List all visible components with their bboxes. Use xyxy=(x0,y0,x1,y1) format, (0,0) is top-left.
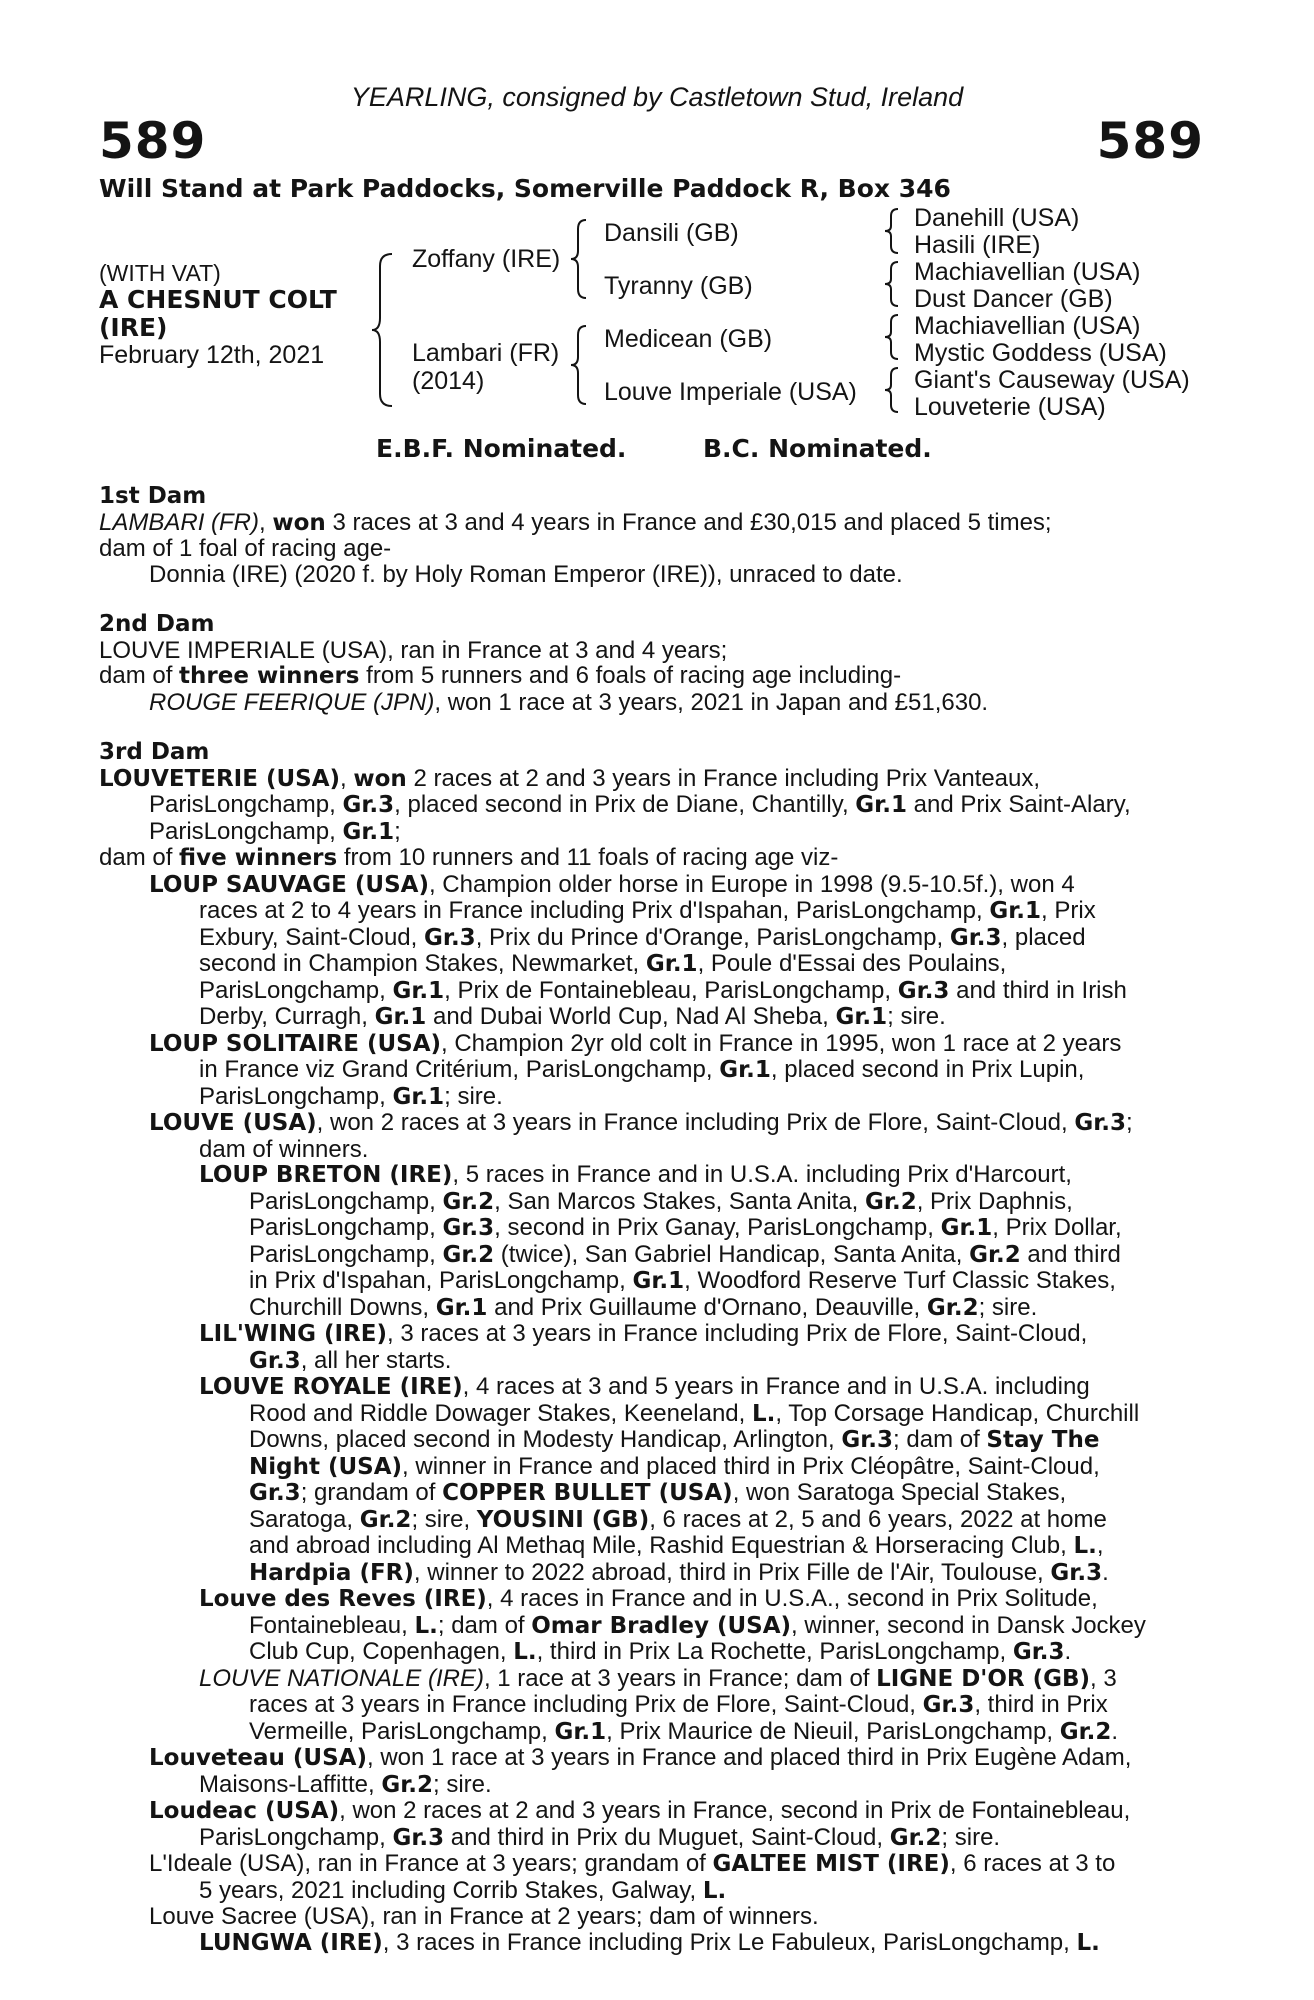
first-dam-section: 1st Dam LAMBARI (FR), won 3 races at 3 and 4 years in France and £30,015 and placed 5 times; dam of 1 foal of racing age- Donnia (IRE) (2020 f. by Holy Roman Emperor (IRE)), unraced to date. xyxy=(99,484,1205,587)
entry-loup-breton: LOUP BRETON (IRE), 5 races in France and in U.S.A. including Prix d'Harcourt, ParisLongchamp, Gr.2, San Marcos Stakes, Santa Anita, Gr.2, Prix Daphnis, ParisLongchamp, Gr.3, second in Prix Ganay, ParisLongchamp, Gr.1, Prix Dollar, ParisLongchamp, Gr.2 (twice), San Gabriel Handicap, Santa Anita, Gr.2 and third in Prix d'Ispahan, ParisLongchamp, Gr.1, Woodford Reserve Turf Classic Stakes, Churchill Downs, Gr.1 and Prix Guillaume d'Ornano, Deauville, Gr.2; sire. xyxy=(199,1161,1122,1321)
foaling-date: February 12th, 2021 xyxy=(99,341,325,369)
entry-name: LIL'WING (IRE) xyxy=(199,1321,387,1347)
sire-name: Zoffany (IRE) xyxy=(412,245,561,273)
entry-name: LOUVE NATIONALE (IRE) xyxy=(199,1664,484,1692)
first-dam-heading: 1st Dam xyxy=(99,483,207,509)
stand-location: Will Stand at Park Paddocks, Somerville Paddock R, Box 346 xyxy=(99,174,951,203)
ebf-nominated: E.B.F. Nominated. xyxy=(376,434,627,463)
first-dam-foal: Donnia (IRE) (2020 f. by Holy Roman Emperor (IRE)), unraced to date. xyxy=(149,560,903,588)
bc-nominated: B.C. Nominated. xyxy=(703,434,932,463)
pedigree-g3-7: Giant's Causeway (USA) xyxy=(914,366,1190,394)
entry-louve-nationale: LOUVE NATIONALE (IRE), 1 race at 3 years in France; dam of LIGNE D'OR (GB), 3 races at 3 years in France including Prix de Flore, Saint-Cloud, Gr.3, third in Prix Vermeille, ParisLongchamp, Gr.1, Prix Maurice de Nieuil, ParisLongchamp, Gr.2. xyxy=(199,1664,1119,1745)
entry-name: Louveteau (USA) xyxy=(149,1745,367,1771)
entry-loup-sauvage: LOUP SAUVAGE (USA), Champion older horse in Europe in 1998 (9.5-10.5f.), won 4 races at 2 to 4 years in France including Prix d'Ispahan, ParisLongchamp, Gr.1, Prix Exbury, Saint-Cloud, Gr.3, Prix du Prince d'Orange, ParisLongchamp, Gr.3, placed second in Champion Stakes, Newmarket, Gr.1, Poule d'Essai des Poulains, ParisLongchamp, Gr.1, Prix de Fontainebleau, ParisLongchamp, Gr.3 and third in Irish Derby, Curragh, Gr.1 and Dubai World Cup, Nad Al Sheba, Gr.1; sire. xyxy=(149,870,1127,1030)
entry-name: LOUP SAUVAGE (USA) xyxy=(149,871,429,898)
pedigree-brace-sire xyxy=(568,217,592,301)
third-dam-winners: five winners xyxy=(179,845,338,871)
second-dam-heading: 2nd Dam xyxy=(99,611,215,637)
entry-name: Loudeac (USA) xyxy=(149,1798,340,1824)
pedigree-brace-main xyxy=(370,250,400,410)
entry-louve: LOUVE (USA), won 2 races at 3 years in France including Prix de Flore, Saint-Cloud, Gr.3; dam of winners. xyxy=(149,1109,1133,1163)
entry-loup-solitaire: LOUP SOLITAIRE (USA), Champion 2yr old colt in France in 1995, won 1 race at 2 years in France viz Grand Critérium, ParisLongchamp, Gr.1, placed second in Prix Lupin, ParisLongchamp, Gr.1; sire. xyxy=(149,1029,1122,1110)
pedigree-brace-g2 xyxy=(882,259,904,309)
entry-louve-des-reves: Louve des Reves (IRE), 4 races in France and in U.S.A., second in Prix Solitude, Fontainebleau, L.; dam of Omar Bradley (USA), winner, second in Dansk Jockey Club Cup, Copenhagen, L., third in Prix La Rochette, ParisLongchamp, Gr.3. xyxy=(199,1585,1146,1665)
horse-name-line1: A CHESNUT COLT xyxy=(99,285,337,314)
vat-note: (WITH VAT) xyxy=(99,260,221,286)
entry-name: LOUP BRETON (IRE) xyxy=(199,1162,453,1188)
pedigree-g3-4: Dust Dancer (GB) xyxy=(914,285,1113,313)
pedigree-brace-g1 xyxy=(882,206,904,256)
third-dam-name: LOUVETERIE (USA) xyxy=(99,765,341,792)
first-dam-name: LAMBARI (FR) xyxy=(99,508,260,536)
second-dam-record: LOUVE IMPERIALE (USA), ran in France at 3 and 4 years; xyxy=(99,636,728,664)
entry-name: LOUVE ROYALE (IRE) xyxy=(199,1374,463,1400)
lot-number-left: 589 xyxy=(99,112,207,170)
consignment-line: YEARLING, consigned by Castletown Stud, Ireland xyxy=(350,82,964,112)
entry-louve-sacree: Louve Sacree (USA), ran in France at 2 years; dam of winners. xyxy=(149,1903,819,1930)
dam-year: (2014) xyxy=(412,367,485,395)
pedigree-g3-2: Hasili (IRE) xyxy=(914,231,1041,259)
dam-name: Lambari (FR) xyxy=(412,339,560,367)
second-dam-foal-name: ROUGE FEERIQUE (JPN) xyxy=(149,688,435,716)
pedigree-brace-g4 xyxy=(882,365,904,415)
entry-louve-royale: LOUVE ROYALE (IRE), 4 races at 3 and 5 years in France and in U.S.A. including Rood and Riddle Dowager Stakes, Keeneland, L., Top Corsage Handicap, Churchill Downs, placed second in Modesty Handicap, Arlington, Gr.3; dam of Stay The Night (USA), winner in France and placed third in Prix Cléopâtre, Saint-Cloud, Gr.3; grandam of COPPER BULLET (USA), won Saratoga Special Stakes, Saratoga, Gr.2; sire, YOUSINI (GB), 6 races at 2, 5 and 6 years, 2022 at home and abroad including Al Methaq Mile, Rashid Equestrian & Horseracing Club, L., Hardpia (FR), winner to 2022 abroad, third in Prix Fille de l'Air, Toulouse, Gr.3. xyxy=(199,1373,1140,1586)
entry-lil-wing: LIL'WING (IRE), 3 races at 3 years in France including Prix de Flore, Saint-Cloud, Gr.3, all her starts. xyxy=(199,1320,1088,1374)
second-dam-winners: three winners xyxy=(179,663,360,689)
first-dam-dam-of: dam of 1 foal of racing age- xyxy=(99,535,392,562)
entry-name: LOUVE (USA) xyxy=(149,1110,317,1136)
pedigree-g3-1: Danehill (USA) xyxy=(914,204,1080,232)
entry-name: LUNGWA (IRE) xyxy=(199,1929,383,1956)
dam-dam-name: Louve Imperiale (USA) xyxy=(604,378,857,406)
lot-number-right: 589 xyxy=(1096,112,1204,170)
sire-dam-name: Tyranny (GB) xyxy=(604,272,753,300)
dam-sire-name: Medicean (GB) xyxy=(604,325,773,353)
pedigree-g3-5: Machiavellian (USA) xyxy=(914,312,1141,340)
pedigree-brace-g3 xyxy=(882,312,904,362)
horse-name-line2: (IRE) xyxy=(99,313,168,342)
pedigree-brace-dam xyxy=(568,323,592,407)
second-dam-section: 2nd Dam LOUVE IMPERIALE (USA), ran in France at 3 and 4 years; dam of three winners from 5 runners and 6 foals of racing age including- ROUGE FEERIQUE (JPN), won 1 race at 3 years, 2021 in Japan and £51,630. xyxy=(99,612,1205,715)
entry-name: LOUP SOLITAIRE (USA) xyxy=(149,1030,442,1057)
entry-lungwa: LUNGWA (IRE), 3 races in France including Prix Le Fabuleux, ParisLongchamp, L. xyxy=(199,1928,1100,1956)
third-dam-heading: 3rd Dam xyxy=(99,739,210,765)
sire-sire-name: Dansili (GB) xyxy=(604,219,739,247)
first-dam-record: 3 races at 3 and 4 years in France and £30,015 and placed 5 times; xyxy=(325,508,1052,536)
entry-lideale: L'Ideale (USA), ran in France at 3 years; grandam of GALTEE MIST (IRE), 6 races at 3 to 5 years, 2021 including Corrib Stakes, Galway, L. xyxy=(149,1850,1116,1904)
pedigree-g3-3: Machiavellian (USA) xyxy=(914,258,1141,286)
entry-name: Louve des Reves (IRE) xyxy=(199,1586,487,1612)
pedigree-g3-8: Louveterie (USA) xyxy=(914,393,1106,421)
entry-louveteau: Louveteau (USA), won 1 race at 3 years in France and placed third in Prix Eugène Adam, Maisons-Laffitte, Gr.2; sire. xyxy=(149,1744,1132,1798)
pedigree-g3-6: Mystic Goddess (USA) xyxy=(914,339,1167,367)
entry-loudeac: Loudeac (USA), won 2 races at 2 and 3 years in France, second in Prix de Fontainebleau, ParisLongchamp, Gr.3 and third in Prix du Muguet, Saint-Cloud, Gr.2; sire. xyxy=(149,1797,1131,1851)
third-dam-section: 3rd Dam LOUVETERIE (USA), won 2 races at 2 and 3 years in France including Prix Vanteaux, ParisLongchamp, Gr.3, placed second in Prix de Diane, Chantilly, Gr.1 and Prix Saint-Alary, ParisLongchamp, Gr.1; dam of five winners from 10 runners and 11 foals of racing age viz- LOUP SAUVAGE (USA), Champion older horse in Europe in 1998 (9.5-10.5f.), won 4 races at 2 to 4 years in France including Prix d'Ispahan, ParisLongchamp, Gr.1, Prix Exbury, Saint-Cloud, Gr.3, Prix du Prince d'Orange, ParisLongchamp, Gr.3, placed second in Champion Stakes, Newmarket, Gr.1, Poule d'Essai des Poulains, ParisLongchamp, Gr.1, Prix de Fontainebleau, ParisLongchamp, Gr.3 and third in Irish Derby, Curragh, Gr.1 and Dubai World Cup, Nad Al Sheba, Gr.1; sire. LOUP SOLITAIRE (USA), Champion 2yr old colt in France in 1995, won 1 race at 2 years in France viz Grand Critérium, ParisLongchamp, Gr.1, placed second in Prix Lupin, ParisLongchamp, Gr.1; sire. LOUVE (USA), won 2 races at 3 years in France including Prix de Flore, Saint-Cloud, Gr.3; dam of winners. LOUP BRETON (IRE), 5 races in France and in U.S.A. including Prix d'Harcourt, ParisLongchamp, Gr.2, San Marcos Stakes, Santa Anita, Gr.2, Prix Daphnis, ParisLongchamp, Gr.3, second in Prix Ganay, ParisLongchamp, Gr.1, Prix Dollar, ParisLongchamp, Gr.2 (twice), San Gabriel Handicap, Santa Anita, Gr.2 and third in Prix d'Ispahan, ParisLongchamp, Gr.1, Woodford Reserve Turf Classic Stakes, Churchill Downs, Gr.1 and Prix Guillaume d'Ornano, Deauville, Gr.2; sire. LIL'WING (IRE), 3 races at 3 years in France including Prix de Flore, Saint-Cloud, Gr.3, all her starts. LOUVE ROYALE (IRE), 4 races at 3 and 5 years in France and in U.S.A. including Rood and Riddle Dowager Stakes, Keeneland, L., Top Corsage Handicap, Churchill Downs, placed second in Modesty Handicap, Arlington, Gr.3; dam of Stay The Night (USA), winner in France and placed third in Prix Cléopâtre, Saint-Cloud, Gr.3; grandam of COPPER BULLET (USA), won Saratoga Special Stakes, Saratoga, Gr.2; sire, YOUSINI (GB), 6 races at 2, 5 and 6 years, 2022 at home and abroad including Al Methaq Mile, Rashid Equestrian & Horseracing Club, L., Hardpia (FR), winner to 2022 abroad, third in Prix Fille de l'Air, Toulouse, Gr.3. Louve des Reves (IRE), 4 races in France and in U.S.A., second in Prix Solitude, Fontainebleau, L.; dam of Omar Bradley (USA), winner, second in Dansk Jockey Club Cup, Copenhagen, L., third in Prix La Rochette, ParisLongchamp, Gr.3. LOUVE NATIONALE (IRE), 1 race at 3 years in France; dam of LIGNE D'OR (GB), 3 races at 3 years in France including Prix de Flore, Saint-Cloud, Gr.3, third in Prix Vermeille, ParisLongchamp, Gr.1, Prix Maurice de Nieuil, ParisLongchamp, Gr.2. Louveteau (USA), won 1 race at 3 years in France and placed third in Prix Eugène Adam, Maisons-Laffitte, Gr.2; sire. Loudeac (USA), won 2 races at 2 and 3 years in France, second in Prix de Fontainebleau, ParisLongchamp, Gr.3 and third in Prix du Muguet, Saint-Cloud, Gr.2; sire. L'Ideale (USA), ran in France at 3 years; grandam of GALTEE MIST (IRE), 6 races at 3 to 5 years, 2021 including Corrib Stakes, Galway, L. Louve Sacree (USA), ran in France at 2 years; dam of winners. LUNGWA (IRE), 3 races in France including Prix Le Fabuleux, ParisLongchamp, L. xyxy=(99,740,1205,1956)
first-dam-won: won xyxy=(272,509,326,536)
